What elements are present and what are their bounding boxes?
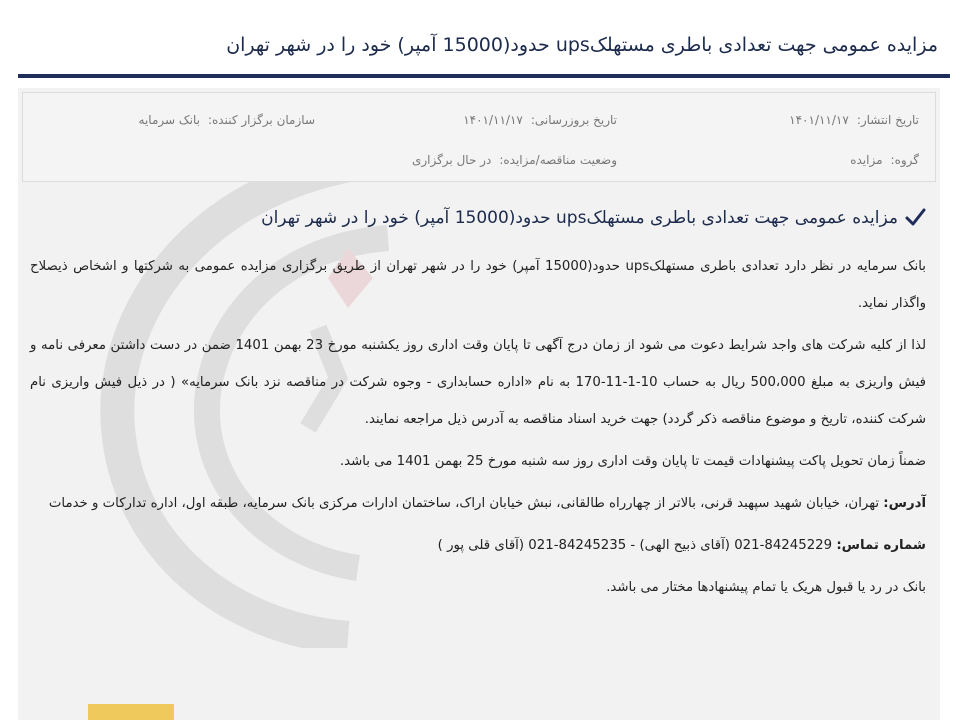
group-value: مزایده — [850, 153, 883, 167]
address-label: آدرس: — [883, 496, 926, 511]
organizer-label: سازمان برگزار کننده: — [207, 113, 315, 127]
announcement-body — [30, 248, 926, 611]
paragraph-disclaimer: بانک در رد یا قبول هریک یا تمام پیشنهادها مختار می باشد. — [606, 580, 926, 595]
paragraph-phone — [30, 527, 926, 564]
title-divider — [18, 74, 950, 78]
paragraph-intro: بانک سرمایه در نظر دارد تعدادی باطری مستهلکups حدود(15000 آمپر) خود را در شهر تهران از طریق برگزاری مزایده عمومی به شرکتها و اشخاص ذیصلاح واگذار نماید. — [30, 259, 926, 311]
group — [850, 153, 919, 167]
meta-info-box — [22, 92, 936, 182]
publish-date-value: ۱۴۰۱/۱۱/۱۷ — [789, 113, 849, 127]
bottom-action-button[interactable] — [88, 704, 174, 720]
update-date — [463, 113, 617, 127]
address-value: تهران، خیابان شهید سپهبد قرنی، بالاتر از چهارراه طالقانی، نبش خیابان اراک، ساختمان ادارات مرکزی بانک سرمایه، طبقه اول، اداره تدارکات و خدمات — [48, 496, 880, 511]
detail-heading — [32, 206, 926, 228]
status-value: در حال برگزاری — [411, 153, 492, 167]
detail-heading-text: مزایده عمومی جهت تعدادی باطری مستهلکups حدود(15000 آمپر) خود را در شهر تهران — [261, 208, 898, 228]
content-panel — [18, 88, 940, 720]
check-icon — [904, 206, 926, 228]
phone-value: 84245229-021 (آقای ذبیح الهی) - 84245235-021 (آقای قلی پور ) — [437, 538, 833, 553]
publish-date — [789, 113, 919, 127]
organizer-value: بانک سرمایه — [138, 113, 200, 127]
phone-label: شماره تماس: — [836, 538, 926, 553]
group-label: گروه: — [890, 153, 919, 167]
update-date-value: ۱۴۰۱/۱۱/۱۷ — [463, 113, 523, 127]
status-label: وضعیت مناقصه/مزایده: — [499, 153, 617, 167]
paragraph-address — [30, 485, 926, 522]
update-date-label: تاریخ بروزرسانی: — [530, 113, 617, 127]
publish-date-label: تاریخ انتشار: — [856, 113, 919, 127]
paragraph-invitation: لذا از کلیه شرکت های واجد شرایط دعوت می شود از زمان درج آگهی تا پایان وقت اداری روز یکشنبه مورخ 23 بهمن 1401 ضمن در دست داشتن معرفی نامه و فیش واریزی به مبلغ 500،000 ریال به حساب 10-1-11-170 به نام «اداره حسابداری - وجوه شرکت در مناقصه نزد بانک سرمایه» ( در ذیل فیش واریزی نام شرکت کننده، تاریخ و موضوع مناقصه ذکر گردد) جهت خرید اسناد مناقصه به آدرس ذیل مراجعه نمایند. — [30, 338, 927, 427]
organizer — [139, 113, 315, 127]
paragraph-deadline: ضمناً زمان تحویل پاکت پیشنهادات قیمت تا پایان وقت اداری روز سه شنبه مورخ 25 بهمن 1401 می باشد. — [339, 454, 926, 469]
status — [412, 153, 617, 167]
page-title: مزایده عمومی جهت تعدادی باطری مستهلکups حدود(15000 آمپر) خود را در شهر تهران — [226, 34, 938, 56]
